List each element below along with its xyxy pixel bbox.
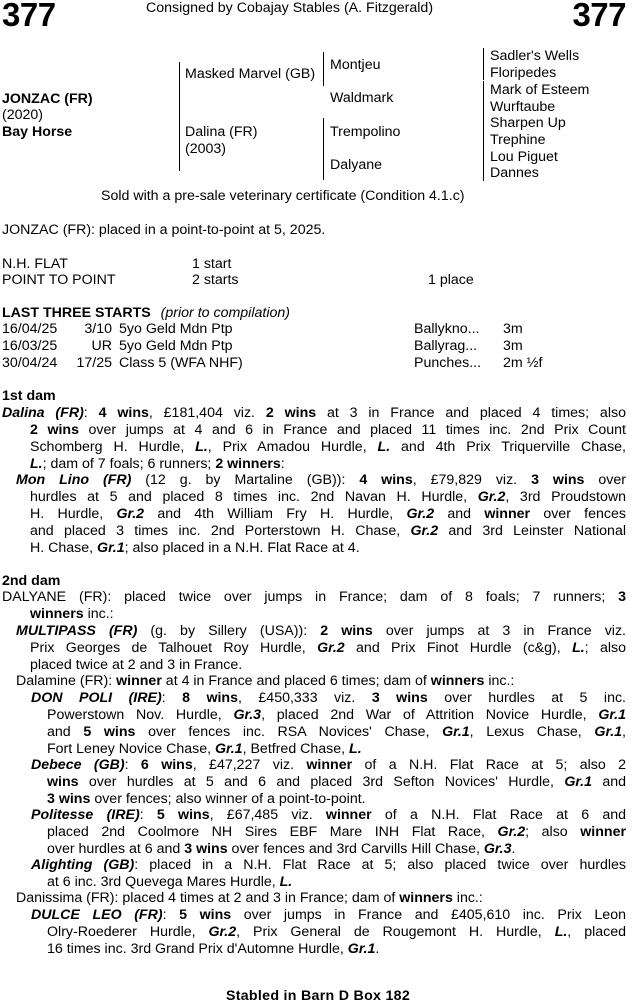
start-race: Class 5 (WFA NHF) [119,355,243,371]
progeny-alighting: Alighting (GB): placed in a N.H. Flat Race at 5; also placed twice over hurdles [31,857,626,873]
start-distance: 3m [503,321,523,337]
start-date: 16/04/25 [2,321,58,337]
start-course: Ballykno... [414,321,480,337]
progeny-debece: Debece (GB): 6 wins, £47,227 viz. winner of a N.H. Flat Race at 5; also 2 [31,757,626,773]
second-dam-paragraph: DALYANE (FR): placed twice over jumps in France; dam of 8 foals; 7 runners; 3 [2,589,626,605]
second-dam-paragraph-cont: winners inc.: [30,606,114,622]
pedigree-g3-6: Trephine [490,132,546,148]
progeny-politesse-cont: placed 2nd Coolmore NH Sires EBF Mare INH Flat Race, Gr.2; also winner over hurdles at 6 and 3 wins over fences and 3rd Carvills Hill Chase, Gr.3. [47,824,626,857]
pedigree-g3-3: Mark of Esteem [490,82,590,98]
record-starts: 2 starts [192,272,239,288]
pedigree-dam-sire: Trempolino [330,124,401,140]
last-three-note: (prior to compilation) [160,305,290,321]
vet-note: Sold with a pre-sale veterinary certificate (Condition 4.1.c) [101,188,465,204]
progeny-multipass-cont: Prix Georges de Talhouet Roy Hurdle, Gr.2 and Prix Finot Hurdle (c&g), L.; also placed twice at 2 and 3 in France. [30,640,626,673]
first-dam-paragraph-cont: 2 wins over jumps at 4 and 6 in France and placed 11 times inc. 2nd Prix Count Schomberg H. Hurdle, L., Prix Amadou Hurdle, L. and 4th Prix Triquerville Chase, L.; dam of 7 foals; 6 runners; 2 winners: [30,422,626,472]
pedigree-dam: Dalina (FR) [185,124,258,140]
pedigree-g3-5: Sharpen Up [490,115,566,131]
consignor: Consigned by Cobajay Stables (A. Fitzgerald) [146,0,434,16]
progeny-dulce-leo-cont: Olry-Roederer Hurdle, Gr.2, Prix General de Rougemont H. Hurdle, L., placed 16 times inc. 3rd Grand Prix d'Automne Hurdle, Gr.1. [47,924,626,957]
start-position: 3/10 [84,321,112,337]
pedigree-sire: Masked Marvel (GB) [185,66,316,82]
progeny-mon-lino-cont: hurdles at 5 and placed 8 times inc. 2nd Navan H. Hurdle, Gr.2, 3rd Proudstown H. Hurdle, Gr.2 and 4th William Fry H. Hurdle, Gr.2 and winner over fences and placed 3 times inc. 2nd Porterstown H. Chase, Gr.2 and 3rd Leinster National H. Chase, Gr.1; also placed in a N.H. Flat Race at 4. [30,489,626,556]
pedigree-dam-year: (2003) [185,141,227,157]
start-row [0,338,560,355]
second-dam-heading: 2nd dam [2,573,61,589]
start-row [0,321,560,338]
start-date: 30/04/24 [2,355,58,371]
progeny-don-poli-cont: Powerstown Nov. Hurdle, Gr.3, placed 2nd War of Attrition Novice Hurdle, Gr.1 and 5 wins over fences inc. RSA Novices' Chase, Gr.1, Lexus Chase, Gr.1, Fort Leney Novice Chase, Gr.1, Betfred Chase, L. [47,707,626,757]
start-race: 5yo Geld Mdn Ptp [119,321,233,337]
progeny-politesse: Politesse (IRE): 5 wins, £67,485 viz. winner of a N.H. Flat Race at 6 and [31,807,627,823]
pedigree-g3-8: Dannes [490,165,539,181]
record-category: N.H. FLAT [2,256,68,272]
start-date: 16/03/25 [2,338,58,354]
lot-number-right: 377 [572,0,626,33]
progeny-dulce-leo: DULCE LEO (FR): 5 wins over jumps in France and £405,610 inc. Prix Leon [31,907,626,923]
pedigree-dam-dam: Dalyane [330,157,383,173]
start-course: Ballyrag... [414,338,478,354]
start-course: Punches... [414,355,482,371]
progeny-don-poli: DON POLI (IRE): 8 wins, £450,333 viz. 3 wins over hurdles at 5 inc. [31,690,626,706]
pedigree-sire-sire: Montjeu [330,57,381,73]
start-race: 5yo Geld Mdn Ptp [119,338,233,354]
horse-year: (2020) [2,107,44,123]
pedigree-g3-2: Floripedes [490,65,557,81]
stabling-footer: Stabled in Barn D Box 182 [225,988,411,1004]
last-three-heading: LAST THREE STARTS [2,305,151,321]
record-places: 1 place [428,272,474,288]
start-position: UR [91,338,112,354]
start-row [0,355,560,372]
dalamine-line: Dalamine (FR): winner at 4 in France and placed 6 times; dam of winners inc.: [16,673,515,689]
pedigree-sire-dam: Waldmark [330,90,394,106]
danissima-line: Danissima (FR): placed 4 times at 2 and 3 in France; dam of winners inc.: [16,890,483,906]
summary-line: JONZAC (FR): placed in a point-to-point at 5, 2025. [2,222,326,238]
record-starts: 1 start [192,256,232,272]
start-position: 17/25 [76,355,112,371]
horse-name: JONZAC (FR) [2,91,93,107]
pedigree-g3-4: Wurftaube [490,99,556,115]
record-row [0,256,560,273]
first-dam-heading: 1st dam [2,388,56,404]
progeny-debece-cont: wins over hurdles at 5 and 6 and placed 3rd Sefton Novices' Hurdle, Gr.1 and 3 wins over fences; also winner of a point-to-point. [47,774,626,807]
start-distance: 3m [503,338,523,354]
pedigree-g3-1: Sadler's Wells [490,48,580,64]
record-row [0,272,560,289]
horse-description: Bay Horse [2,124,73,140]
pedigree-g3-7: Lou Piguet [490,149,558,165]
progeny-alighting-cont: at 6 inc. 3rd Quevega Mares Hurdle, L. [47,874,293,890]
first-dam-paragraph: Dalina (FR): 4 wins, £181,404 viz. 2 wins at 3 in France and placed 4 times; also [2,405,626,421]
start-distance: 2m ½f [503,355,543,371]
progeny-mon-lino: Mon Lino (FR) (12 g. by Martaline (GB)): 4 wins, £79,829 viz. 3 wins over [16,472,626,488]
last-three-heading-line [2,305,290,321]
progeny-multipass: MULTIPASS (FR) (g. by Sillery (USA)): 2 wins over jumps at 3 in France viz. [16,623,626,639]
lot-number-left: 377 [2,0,56,33]
record-category: POINT TO POINT [2,272,116,288]
